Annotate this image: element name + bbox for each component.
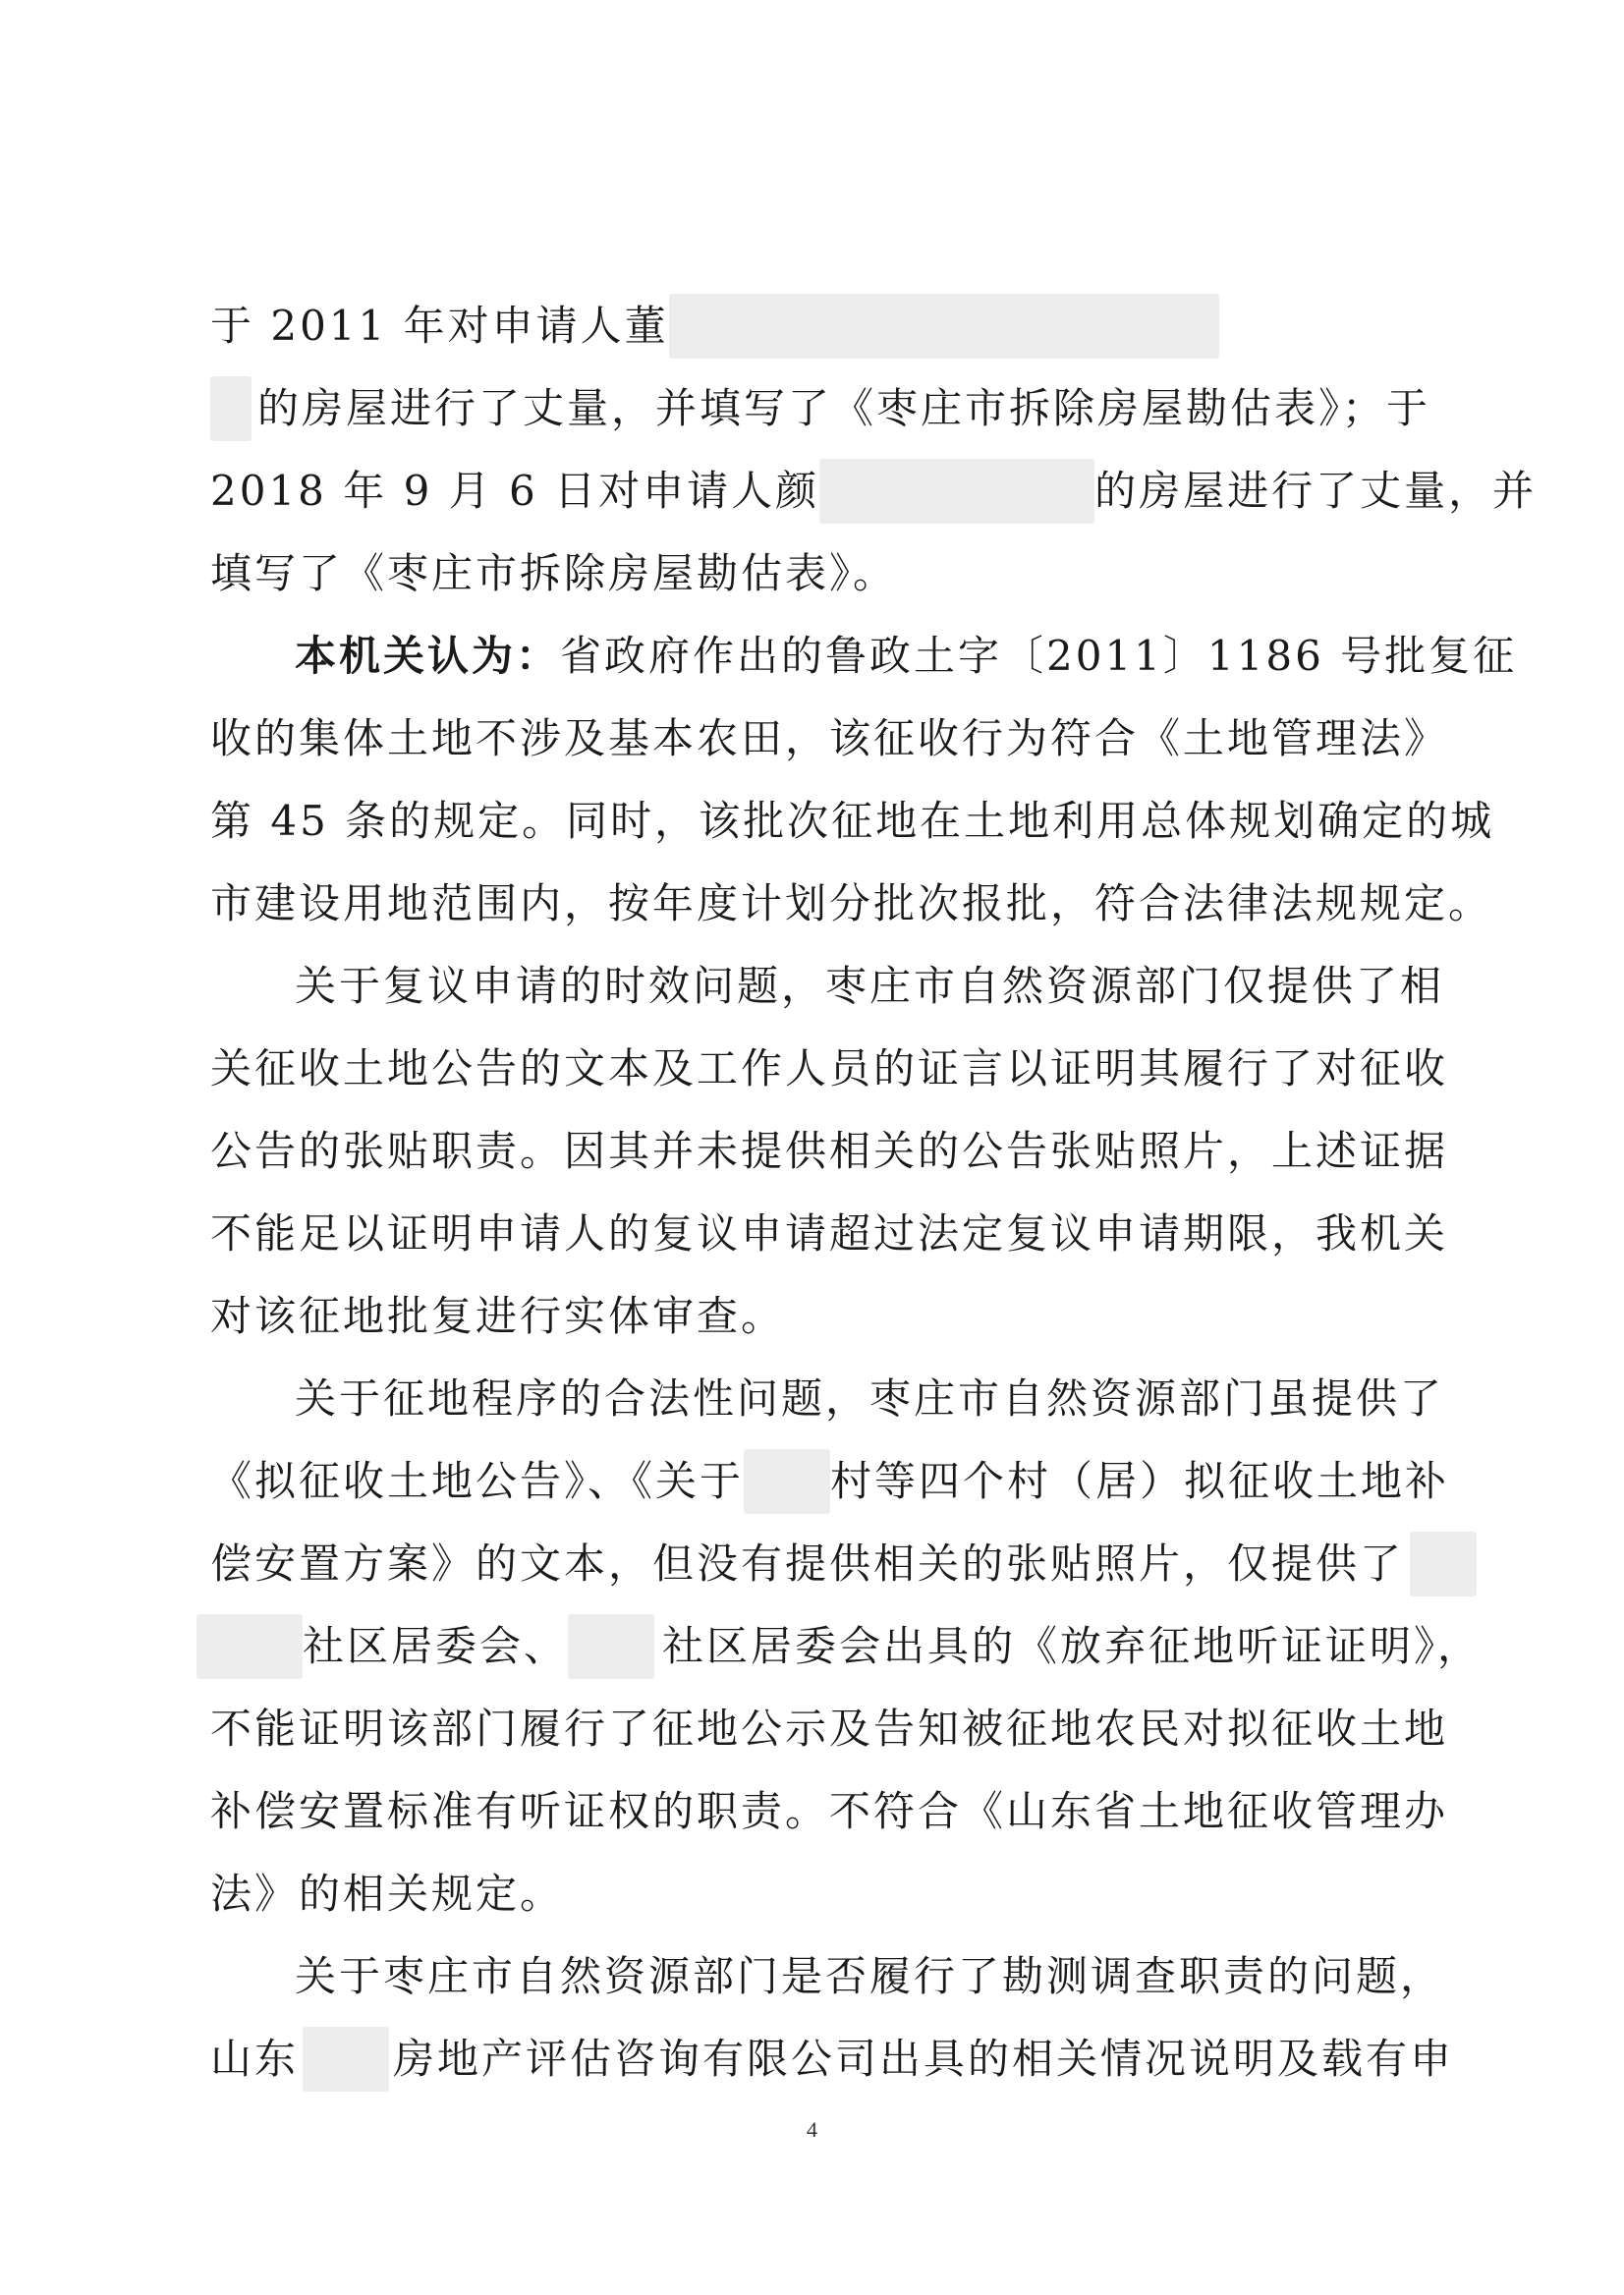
text-segment: 的房屋进行了丈量，并 bbox=[1094, 467, 1538, 515]
text-line bbox=[210, 1688, 1449, 1770]
redaction-block bbox=[1410, 1532, 1477, 1596]
text-segment: 关于征地程序的合法性问题，枣庄市自然资源部门虽提供了 bbox=[295, 1374, 1445, 1423]
text-line bbox=[210, 285, 1428, 367]
text-segment: 不能足以证明申请人的复议申请超过法定复议申请期限，我机关 bbox=[210, 1209, 1449, 1258]
text-segment: 补偿安置标准有听证权的职责。不符合《山东省土地征收管理办 bbox=[210, 1787, 1449, 1835]
text-segment: 关征收土地公告的文本及工作人员的证言以证明其履行了对征收 bbox=[210, 1044, 1449, 1092]
text-segment: 房地产评估咨询有限公司出具的相关情况说明及载有申 bbox=[393, 2035, 1455, 2083]
page-number: 4 bbox=[807, 2117, 817, 2142]
text-line bbox=[295, 1935, 1513, 2018]
text-segment: 市建设用地范围内，按年度计划分批次报批，符合法律法规规定。 bbox=[210, 879, 1493, 927]
redaction-block bbox=[210, 376, 252, 441]
text-line bbox=[295, 945, 1513, 1028]
text-segment: 山东 bbox=[210, 2035, 300, 2083]
redaction-block bbox=[744, 1449, 830, 1514]
text-line bbox=[210, 698, 1449, 780]
text-line bbox=[210, 532, 1428, 615]
text-segment: 《拟征收土地公告》、《关于 bbox=[210, 1457, 745, 1505]
text-segment: 对该征地批复进行实体审查。 bbox=[210, 1292, 786, 1340]
text-segment: 关于复议申请的时效问题，枣庄市自然资源部门仅提供了相 bbox=[295, 962, 1445, 1010]
text-segment: 社区居委会、 bbox=[303, 1622, 569, 1670]
text-line bbox=[210, 1193, 1449, 1275]
text-line bbox=[210, 367, 1431, 450]
text-line bbox=[210, 1275, 1428, 1358]
text-line bbox=[210, 1110, 1449, 1193]
redaction-block bbox=[303, 2027, 389, 2092]
text-segment: 法》的相关规定。 bbox=[210, 1870, 565, 1918]
text-line bbox=[210, 780, 1495, 863]
text-segment: 第 45 条的规定。同时，该批次征地在土地利用总体规划确定的城 bbox=[210, 797, 1495, 845]
text-line bbox=[210, 2018, 1455, 2100]
redaction-block bbox=[819, 459, 1094, 524]
text-line bbox=[210, 1028, 1449, 1110]
text-segment: 村等四个村（居）拟征收土地补 bbox=[830, 1457, 1450, 1505]
redaction-block bbox=[568, 1614, 654, 1679]
text-segment: 收的集体土地不涉及基本农田，该征收行为符合《土地管理法》 bbox=[210, 714, 1449, 762]
text-segment: 公告的张贴职责。因其并未提供相关的公告张贴照片，上述证据 bbox=[210, 1127, 1449, 1175]
text-segment: 省政府作出的鲁政土字〔2011〕1186 号批复征 bbox=[560, 632, 1518, 680]
text-line bbox=[210, 863, 1493, 945]
text-segment: 社区居委会出具的《放弃征地听证证明》， bbox=[662, 1622, 1483, 1670]
text-line bbox=[295, 1358, 1513, 1440]
text-line bbox=[210, 1440, 1450, 1523]
text-segment: 偿安置方案》的文本，但没有提供相关的张贴照片，仅提供了 bbox=[210, 1539, 1405, 1588]
text-segment: 2018 年 9 月 6 日对申请人颜 bbox=[210, 467, 820, 515]
text-line bbox=[210, 450, 1538, 532]
text-line bbox=[210, 1770, 1449, 1853]
text-segment: 填写了《枣庄市拆除房屋勘估表》。 bbox=[210, 549, 898, 597]
text-line bbox=[210, 1853, 1428, 1935]
text-line bbox=[196, 1605, 1483, 1688]
text-segment: 关于枣庄市自然资源部门是否履行了勘测调查职责的问题， bbox=[295, 1952, 1445, 2000]
text-segment: 的房屋进行了丈量，并填写了《枣庄市拆除房屋勘估表》；于 bbox=[257, 384, 1431, 432]
text-segment: 于 2011 年对申请人董 bbox=[210, 302, 669, 350]
text-line bbox=[210, 1523, 1428, 1605]
redaction-block bbox=[196, 1614, 303, 1679]
text-line bbox=[295, 615, 1518, 698]
section-heading: 本机关认为： bbox=[295, 632, 561, 680]
text-segment: 不能证明该部门履行了征地公示及告知被征地农民对拟征收土地 bbox=[210, 1705, 1449, 1753]
redaction-block bbox=[669, 294, 1219, 359]
